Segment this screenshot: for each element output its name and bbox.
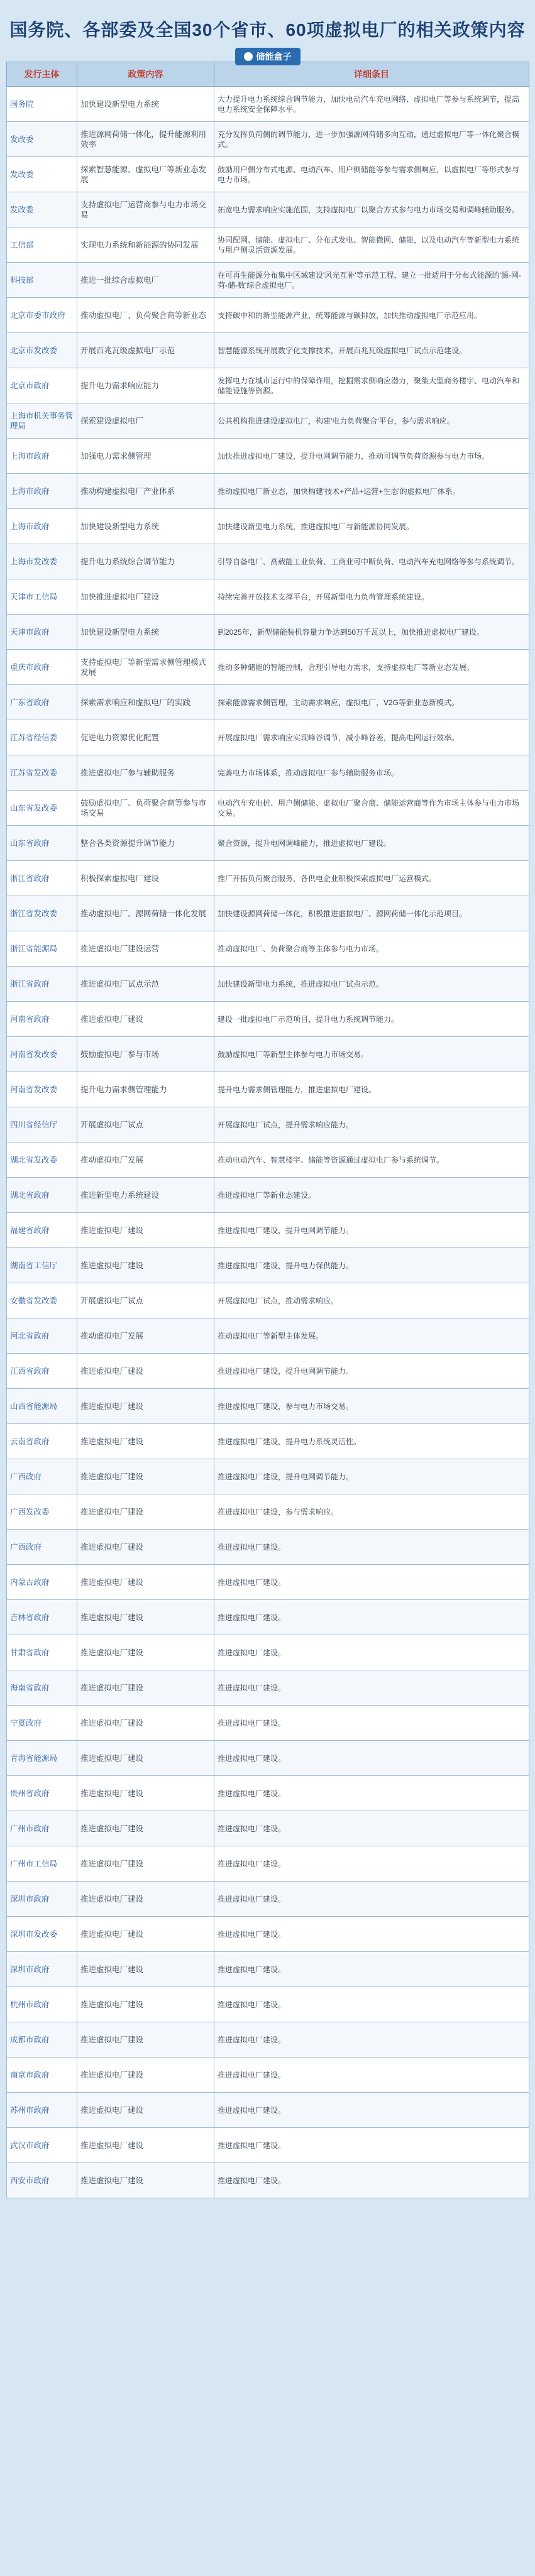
policy-content-cell: 推动虚拟电厂发展 <box>77 1143 214 1178</box>
policy-content-cell: 推进虚拟电厂建设 <box>77 2093 214 2128</box>
issuer-cell: 南京市政府 <box>7 2058 77 2093</box>
detail-cell: 鼓励用户侧分布式电源、电动汽车、用户侧储能等参与需求侧响应，以虚拟电厂等形式参与电力市场。 <box>214 157 529 192</box>
detail-cell: 推进虚拟电厂建设。 <box>214 1670 529 1706</box>
table-row <box>7 192 529 227</box>
table-row <box>7 1143 529 1178</box>
table-row <box>7 1002 529 1037</box>
policy-content-cell: 推动虚拟电厂发展 <box>77 1318 214 1354</box>
issuer-cell: 山东省政府 <box>7 826 77 861</box>
policy-content-cell: 推进虚拟电厂建设 <box>77 2163 214 2198</box>
detail-cell: 公共机构推进建设虚拟电厂，构建'电力负荷聚合'平台，参与需求响应。 <box>214 403 529 439</box>
detail-cell: 开展虚拟电厂试点，提升需求响应能力。 <box>214 1107 529 1143</box>
table-row <box>7 544 529 579</box>
issuer-cell: 河北省政府 <box>7 1318 77 1354</box>
policy-content-cell: 开展虚拟电厂试点 <box>77 1283 214 1318</box>
table-row <box>7 2022 529 2058</box>
table-row <box>7 2128 529 2163</box>
policy-content-cell: 促进电力资源优化配置 <box>77 720 214 755</box>
detail-cell: 推进虚拟电厂建设。 <box>214 2163 529 2198</box>
issuer-cell: 武汉市政府 <box>7 2128 77 2163</box>
policy-content-cell: 推进虚拟电厂建设 <box>77 1600 214 1635</box>
issuer-cell: 浙江省政府 <box>7 861 77 896</box>
detail-cell: 推进虚拟电厂建设。 <box>214 1565 529 1600</box>
table-row <box>7 2093 529 2128</box>
table-row <box>7 791 529 826</box>
detail-cell: 加快推进虚拟电厂建设，提升电网调节能力，推动可调节负荷资源参与电力市场。 <box>214 439 529 474</box>
detail-cell: 推进虚拟电厂建设。 <box>214 1952 529 1987</box>
detail-cell: 推进虚拟电厂建设。 <box>214 2022 529 2058</box>
detail-cell: 推进虚拟电厂建设。 <box>214 2058 529 2093</box>
table-row <box>7 1670 529 1706</box>
table-row <box>7 2163 529 2198</box>
policy-table-container <box>6 62 529 2198</box>
issuer-cell: 科技部 <box>7 263 77 298</box>
detail-cell: 加快建设新型电力系统，推进虚拟电厂与新能源协同发展。 <box>214 509 529 544</box>
table-row <box>7 650 529 685</box>
table-row <box>7 685 529 720</box>
policy-content-cell: 推进虚拟电厂建设 <box>77 2058 214 2093</box>
issuer-cell: 海南省政府 <box>7 1670 77 1706</box>
table-row <box>7 1213 529 1248</box>
detail-cell: 推动多种储能的智能控制，合理引导电力需求，支持虚拟电厂等新业态发展。 <box>214 650 529 685</box>
table-row <box>7 403 529 439</box>
table-row <box>7 2058 529 2093</box>
issuer-cell: 广东省政府 <box>7 685 77 720</box>
policy-content-cell: 提升电力需求响应能力 <box>77 368 214 403</box>
table-row <box>7 1706 529 1741</box>
table-row <box>7 1952 529 1987</box>
issuer-cell: 内蒙古政府 <box>7 1565 77 1600</box>
brand-badge <box>235 48 301 65</box>
table-row <box>7 1882 529 1917</box>
detail-cell: 推进虚拟电厂建设。 <box>214 1811 529 1846</box>
table-row <box>7 1811 529 1846</box>
policy-content-cell: 整合各类资源提升调节能力 <box>77 826 214 861</box>
detail-cell: 推进虚拟电厂等新业态建设。 <box>214 1178 529 1213</box>
issuer-cell: 深圳市政府 <box>7 1882 77 1917</box>
detail-cell: 推进虚拟电厂建设，参与电力市场交易。 <box>214 1389 529 1424</box>
table-row <box>7 1494 529 1530</box>
detail-cell: 探索能源需求侧管理，主动需求响应，虚拟电厂，V2G等新业态新模式。 <box>214 685 529 720</box>
policy-content-cell: 推进虚拟电厂建设 <box>77 1213 214 1248</box>
detail-cell: 鼓励虚拟电厂等新型主体参与电力市场交易。 <box>214 1037 529 1072</box>
issuer-cell: 广西政府 <box>7 1459 77 1494</box>
table-row <box>7 122 529 157</box>
policy-content-cell: 推进虚拟电厂建设 <box>77 1565 214 1600</box>
policy-content-cell: 推进虚拟电厂建设 <box>77 2022 214 2058</box>
issuer-cell: 河南省政府 <box>7 1002 77 1037</box>
policy-content-cell: 推进虚拟电厂建设 <box>77 1776 214 1811</box>
table-body <box>7 87 529 2198</box>
detail-cell: 推进虚拟电厂建设，提升电力系统灵活性。 <box>214 1424 529 1459</box>
policy-content-cell: 提升电力系统综合调节能力 <box>77 544 214 579</box>
table-row <box>7 1354 529 1389</box>
issuer-cell: 北京市发改委 <box>7 333 77 368</box>
header-policy-content: 政策内容 <box>77 62 214 87</box>
issuer-cell: 青海省能源局 <box>7 1741 77 1776</box>
policy-content-cell: 鼓励虚拟电厂、负荷聚合商等参与市场交易 <box>77 791 214 826</box>
table-row <box>7 615 529 650</box>
policy-content-cell: 推动虚拟电厂、源网荷储一体化发展 <box>77 896 214 931</box>
issuer-cell: 苏州市政府 <box>7 2093 77 2128</box>
policy-content-cell: 推进虚拟电厂建设 <box>77 1952 214 1987</box>
table-row <box>7 1565 529 1600</box>
detail-cell: 推动虚拟电厂等新型主体发展。 <box>214 1318 529 1354</box>
table-row <box>7 368 529 403</box>
detail-cell: 在可再生能源分布集中区域建设'风光互补'等示范工程，建立一批适用于分布式能源的'源-网-荷-储-数'综合虚拟电厂。 <box>214 263 529 298</box>
issuer-cell: 发改委 <box>7 122 77 157</box>
issuer-cell: 山东省发改委 <box>7 791 77 826</box>
policy-content-cell: 推进虚拟电厂建设 <box>77 1494 214 1530</box>
policy-content-cell: 加强电力需求侧管理 <box>77 439 214 474</box>
detail-cell: 推进虚拟电厂建设。 <box>214 1917 529 1952</box>
policy-content-cell: 推进虚拟电厂试点示范 <box>77 967 214 1002</box>
detail-cell: 推进虚拟电厂建设。 <box>214 1600 529 1635</box>
table-row <box>7 1037 529 1072</box>
policy-content-cell: 推进源网荷储一体化，提升能源利用效率 <box>77 122 214 157</box>
issuer-cell: 上海市政府 <box>7 509 77 544</box>
detail-cell: 推进虚拟电厂建设。 <box>214 1741 529 1776</box>
table-row <box>7 263 529 298</box>
issuer-cell: 浙江省发改委 <box>7 896 77 931</box>
detail-cell: 推进虚拟电厂建设。 <box>214 1706 529 1741</box>
policy-content-cell: 支持虚拟电厂运营商参与电力市场交易 <box>77 192 214 227</box>
issuer-cell: 广西政府 <box>7 1530 77 1565</box>
detail-cell: 加快建设源网荷储一体化，积极推进虚拟电厂、源网荷储一体化示范项目。 <box>214 896 529 931</box>
detail-cell: 推进虚拟电厂建设，提升电网调节能力。 <box>214 1459 529 1494</box>
policy-content-cell: 推进虚拟电厂建设 <box>77 1002 214 1037</box>
table-row <box>7 720 529 755</box>
issuer-cell: 江西省政府 <box>7 1354 77 1389</box>
policy-content-cell: 推进虚拟电厂建设 <box>77 1459 214 1494</box>
policy-content-cell: 加快推进虚拟电厂建设 <box>77 579 214 615</box>
detail-cell: 推进虚拟电厂建设。 <box>214 1776 529 1811</box>
policy-content-cell: 推动虚拟电厂、负荷聚合商等新业态 <box>77 298 214 333</box>
issuer-cell: 四川省经信厅 <box>7 1107 77 1143</box>
table-row <box>7 1389 529 1424</box>
detail-cell: 开展虚拟电厂需求响应实现峰谷调节，减小峰谷差，提高电网运行效率。 <box>214 720 529 755</box>
policy-content-cell: 推进虚拟电厂建设 <box>77 1389 214 1424</box>
issuer-cell: 国务院 <box>7 87 77 122</box>
policy-table <box>6 62 529 2198</box>
policy-content-cell: 加快建设新型电力系统 <box>77 509 214 544</box>
issuer-cell: 深圳市发改委 <box>7 1917 77 1952</box>
detail-cell: 推进虚拟电厂建设。 <box>214 1882 529 1917</box>
issuer-cell: 吉林省政府 <box>7 1600 77 1635</box>
detail-cell: 开展虚拟电厂试点，推动需求响应。 <box>214 1283 529 1318</box>
table-row <box>7 1635 529 1670</box>
issuer-cell: 重庆市政府 <box>7 650 77 685</box>
table-header-row <box>7 62 529 87</box>
table-row <box>7 439 529 474</box>
policy-content-cell: 推进虚拟电厂建设 <box>77 1670 214 1706</box>
detail-cell: 推进虚拟电厂建设。 <box>214 1987 529 2022</box>
table-row <box>7 1248 529 1283</box>
policy-content-cell: 推动构建虚拟电厂产业体系 <box>77 474 214 509</box>
issuer-cell: 安徽省发改委 <box>7 1283 77 1318</box>
issuer-cell: 宁夏政府 <box>7 1706 77 1741</box>
table-row <box>7 579 529 615</box>
detail-cell: 推进虚拟电厂建设，提升电网调节能力。 <box>214 1354 529 1389</box>
table-row <box>7 1107 529 1143</box>
issuer-cell: 浙江省能源局 <box>7 931 77 967</box>
page-header <box>0 0 535 62</box>
detail-cell: 建设一批虚拟电厂示范项目，提升电力系统调节能力。 <box>214 1002 529 1037</box>
table-row <box>7 1917 529 1952</box>
table-row <box>7 1318 529 1354</box>
policy-content-cell: 推进虚拟电厂建设 <box>77 1741 214 1776</box>
footer-strip <box>0 2198 535 2202</box>
page-title: 国务院、各部委及全国30个省市、60项虚拟电厂的相关政策内容 <box>9 20 526 40</box>
table-row <box>7 967 529 1002</box>
issuer-cell: 天津市工信局 <box>7 579 77 615</box>
detail-cell: 充分发挥负荷侧的调节能力，进一步加强源网荷储多向互动，通过虚拟电厂等一体化聚合模式。 <box>214 122 529 157</box>
detail-cell: 智慧能源系统开展数字化支撑技术，开展百兆瓦级虚拟电厂试点示范建设。 <box>214 333 529 368</box>
issuer-cell: 广州市工信局 <box>7 1846 77 1882</box>
policy-content-cell: 鼓励虚拟电厂参与市场 <box>77 1037 214 1072</box>
policy-content-cell: 推进虚拟电厂建设 <box>77 1424 214 1459</box>
issuer-cell: 福建省政府 <box>7 1213 77 1248</box>
issuer-cell: 湖北省政府 <box>7 1178 77 1213</box>
issuer-cell: 云南省政府 <box>7 1424 77 1459</box>
detail-cell: 推进虚拟电厂建设。 <box>214 2128 529 2163</box>
table-row <box>7 1072 529 1107</box>
detail-cell: 推进虚拟电厂建设。 <box>214 1635 529 1670</box>
policy-content-cell: 推进虚拟电厂建设运营 <box>77 931 214 967</box>
policy-content-cell: 实现电力系统和新能源的协同发展 <box>77 227 214 263</box>
policy-content-cell: 开展虚拟电厂试点 <box>77 1107 214 1143</box>
policy-content-cell: 加快建设新型电力系统 <box>77 87 214 122</box>
header-details: 详细条目 <box>214 62 529 87</box>
detail-cell: 到2025年，新型储能装机容量力争达到50万千瓦以上，加快推进虚拟电厂建设。 <box>214 615 529 650</box>
table-row <box>7 1424 529 1459</box>
detail-cell: 推进虚拟电厂建设。 <box>214 1530 529 1565</box>
table-row <box>7 157 529 192</box>
policy-content-cell: 推进虚拟电厂建设 <box>77 1987 214 2022</box>
detail-cell: 推动电动汽车、智慧楼宇、储能等资源通过虚拟电厂参与系统调节。 <box>214 1143 529 1178</box>
detail-cell: 发挥电力在城市运行中的保障作用，挖掘需求侧响应潜力，聚集大型商务楼宇、电动汽车和储能设施等资源。 <box>214 368 529 403</box>
policy-content-cell: 推进虚拟电厂建设 <box>77 1635 214 1670</box>
issuer-cell: 湖北省发改委 <box>7 1143 77 1178</box>
policy-content-cell: 推进虚拟电厂建设 <box>77 1530 214 1565</box>
table-row <box>7 227 529 263</box>
table-row <box>7 1530 529 1565</box>
issuer-cell: 甘肃省政府 <box>7 1635 77 1670</box>
table-row <box>7 1776 529 1811</box>
table-row <box>7 896 529 931</box>
table-row <box>7 861 529 896</box>
issuer-cell: 广州市政府 <box>7 1811 77 1846</box>
policy-content-cell: 开展百兆瓦级虚拟电厂示范 <box>77 333 214 368</box>
table-row <box>7 1600 529 1635</box>
policy-content-cell: 加快建设新型电力系统 <box>77 615 214 650</box>
table-row <box>7 1283 529 1318</box>
detail-cell: 支持碳中和的新型能源产业，统筹能源与碳排放，加快推动虚拟电厂示范应用。 <box>214 298 529 333</box>
detail-cell: 推广开拓负荷聚合服务，各供电企业积极探索虚拟电厂运营模式。 <box>214 861 529 896</box>
table-row <box>7 298 529 333</box>
issuer-cell: 湖南省工信厅 <box>7 1248 77 1283</box>
detail-cell: 拓宽电力需求响应实施范围，支持虚拟电厂以聚合方式参与电力市场交易和调峰辅助服务。 <box>214 192 529 227</box>
detail-cell: 加快建设新型电力系统，推进虚拟电厂试点示范。 <box>214 967 529 1002</box>
issuer-cell: 上海市机关事务管理局 <box>7 403 77 439</box>
brand-logo-icon <box>244 52 253 61</box>
issuer-cell: 上海市政府 <box>7 474 77 509</box>
issuer-cell: 上海市发改委 <box>7 544 77 579</box>
table-row <box>7 87 529 122</box>
detail-cell: 推进虚拟电厂建设，提升电网调节能力。 <box>214 1213 529 1248</box>
issuer-cell: 江苏省经信委 <box>7 720 77 755</box>
policy-content-cell: 推进虚拟电厂建设 <box>77 1846 214 1882</box>
detail-cell: 完善电力市场体系，推动虚拟电厂参与辅助服务市场。 <box>214 755 529 791</box>
table-row <box>7 931 529 967</box>
issuer-cell: 江苏省发改委 <box>7 755 77 791</box>
detail-cell: 推进虚拟电厂建设，提升电力保供能力。 <box>214 1248 529 1283</box>
policy-content-cell: 推进虚拟电厂建设 <box>77 1882 214 1917</box>
table-row <box>7 1741 529 1776</box>
header-issuer: 发行主体 <box>7 62 77 87</box>
policy-content-cell: 探索需求响应和虚拟电厂的实践 <box>77 685 214 720</box>
table-row <box>7 1846 529 1882</box>
table-row <box>7 1178 529 1213</box>
policy-content-cell: 探索建设虚拟电厂 <box>77 403 214 439</box>
detail-cell: 协同配网、储能、虚拟电厂、分布式发电、智能微网、储能，以及电动汽车等新型电力系统与用户侧灵活资源发展。 <box>214 227 529 263</box>
policy-content-cell: 提升电力需求侧管理能力 <box>77 1072 214 1107</box>
issuer-cell: 山西省能源局 <box>7 1389 77 1424</box>
detail-cell: 推进虚拟电厂建设。 <box>214 2093 529 2128</box>
policy-content-cell: 推进新型电力系统建设 <box>77 1178 214 1213</box>
table-row <box>7 333 529 368</box>
policy-content-cell: 推进虚拟电厂建设 <box>77 1811 214 1846</box>
policy-content-cell: 推进虚拟电厂建设 <box>77 2128 214 2163</box>
issuer-cell: 西安市政府 <box>7 2163 77 2198</box>
issuer-cell: 发改委 <box>7 192 77 227</box>
issuer-cell: 贵州省政府 <box>7 1776 77 1811</box>
table-row <box>7 1987 529 2022</box>
detail-cell: 电动汽车充电桩、用户侧储能、虚拟电厂聚合商、储能运营商等作为市场主体参与电力市场交易。 <box>214 791 529 826</box>
detail-cell: 推进虚拟电厂建设。 <box>214 1846 529 1882</box>
issuer-cell: 发改委 <box>7 157 77 192</box>
issuer-cell: 深圳市政府 <box>7 1952 77 1987</box>
issuer-cell: 成都市政府 <box>7 2022 77 2058</box>
policy-content-cell: 推进虚拟电厂建设 <box>77 1248 214 1283</box>
issuer-cell: 杭州市政府 <box>7 1987 77 2022</box>
table-row <box>7 1459 529 1494</box>
policy-content-cell: 推进虚拟电厂建设 <box>77 1917 214 1952</box>
policy-content-cell: 推进虚拟电厂参与辅助服务 <box>77 755 214 791</box>
policy-content-cell: 推进虚拟电厂建设 <box>77 1706 214 1741</box>
issuer-cell: 上海市政府 <box>7 439 77 474</box>
detail-cell: 大力提升电力系统综合调节能力，加快电动汽车充电网络、虚拟电厂等参与系统调节，提高电力系统安全保障水平。 <box>214 87 529 122</box>
policy-content-cell: 推进虚拟电厂建设 <box>77 1354 214 1389</box>
detail-cell: 推动虚拟电厂、负荷聚合商等主体参与电力市场。 <box>214 931 529 967</box>
issuer-cell: 工信部 <box>7 227 77 263</box>
policy-content-cell: 支持虚拟电厂等新型需求侧管理模式发展 <box>77 650 214 685</box>
detail-cell: 推进虚拟电厂建设，参与需求响应。 <box>214 1494 529 1530</box>
brand-name: 储能盒子 <box>256 52 292 62</box>
table-row <box>7 755 529 791</box>
policy-content-cell: 推进一批综合虚拟电厂 <box>77 263 214 298</box>
issuer-cell: 河南省发改委 <box>7 1037 77 1072</box>
detail-cell: 提升电力需求侧管理能力，推进虚拟电厂建设。 <box>214 1072 529 1107</box>
table-row <box>7 509 529 544</box>
table-row <box>7 826 529 861</box>
issuer-cell: 天津市政府 <box>7 615 77 650</box>
table-row <box>7 474 529 509</box>
detail-cell: 推动虚拟电厂新业态，加快构建'技术+产品+运营+生态'的虚拟电厂体系。 <box>214 474 529 509</box>
policy-content-cell: 探索智慧能源、虚拟电厂等新业态发展 <box>77 157 214 192</box>
issuer-cell: 浙江省政府 <box>7 967 77 1002</box>
issuer-cell: 北京市委市政府 <box>7 298 77 333</box>
issuer-cell: 广西发改委 <box>7 1494 77 1530</box>
detail-cell: 聚合资源，提升电网调峰能力，推进虚拟电厂建设。 <box>214 826 529 861</box>
issuer-cell: 河南省发改委 <box>7 1072 77 1107</box>
detail-cell: 持续完善开放技术支撑平台，开展新型电力负荷管理系统建设。 <box>214 579 529 615</box>
detail-cell: 引导自备电厂、高载能工业负荷、工商业可中断负荷、电动汽车充电网络等参与系统调节。 <box>214 544 529 579</box>
policy-content-cell: 积极探索虚拟电厂建设 <box>77 861 214 896</box>
issuer-cell: 北京市政府 <box>7 368 77 403</box>
